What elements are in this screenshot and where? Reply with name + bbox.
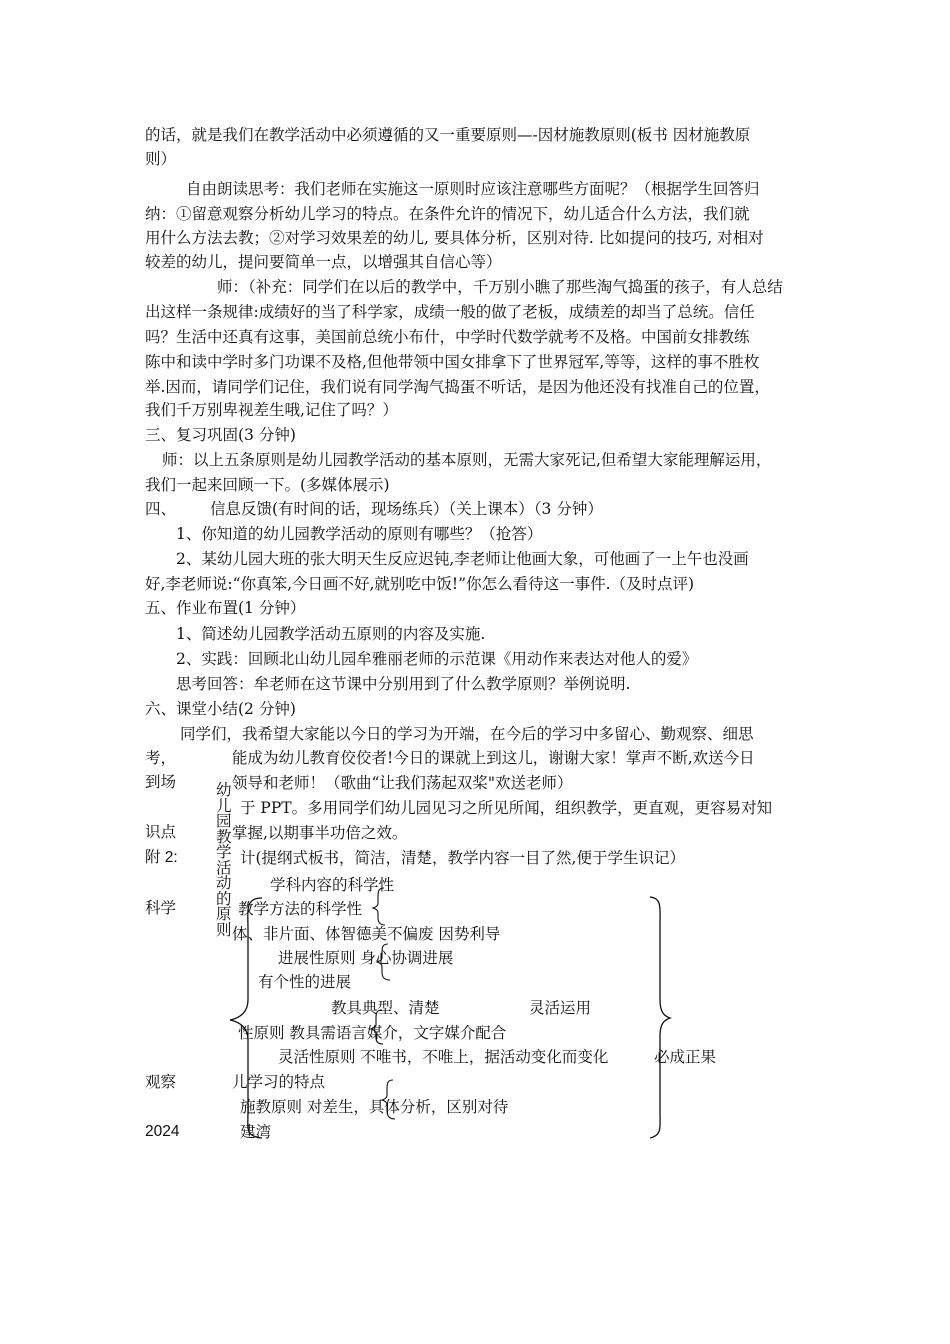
body-line: 较差的幼儿，提问要简单一点，以增强其自信心等） [145,253,502,271]
small-brace [371,1010,383,1044]
body-line: 师：以上五条原则是幼儿园教学活动的基本原则，无需大家死记,但希望大家能理解运用， [162,451,772,469]
outline-item: 教具典型、清楚 [331,999,440,1017]
outline-item: 科学 [145,900,177,917]
body-line: 1、简述幼儿园教学活动五原则的内容及实施. [176,625,486,643]
section-heading: 四、 [145,500,177,518]
outline-item: 教学方法的科学性 [238,900,363,918]
body-line: 纳：①留意观察分析幼儿学习的特点。在条件允许的情况下，幼儿适合什么方法，我们就 [145,205,750,223]
outline-vertical-title: 幼儿园教学活动的原则 [216,781,232,939]
body-line: 出这样一条规律:成绩好的当了科学家，成绩一般的做了老板，成绩差的却当了总统。信任 [145,303,755,321]
body-line: 到场 [145,774,177,791]
body-line: 举.因而，请同学们记住，我们说有同学淘气捣蛋不听话，是因为他还没有找准自己的位置， [145,378,770,396]
body-line: 于 PPT。多用同学们幼儿园见习之所见所闻，组织教学，更直观，更容易对知 [240,799,773,817]
outline-item: 灵活运用 [529,999,592,1017]
section-heading: 六、课堂小结(2 分钟) [145,700,296,718]
small-brace [373,888,385,925]
left-brace [230,898,262,1138]
outline-item: 进展性原则 身心协调进展 [278,949,454,967]
body-line: 计(提纲式板书，简洁，清楚，教学内容一目了然,便于学生识记） [240,849,685,867]
outline-item: 必成正果 [654,1048,717,1066]
outline-item: 2024 [145,1123,180,1140]
outline-item: 施教原则 对差生，具体分析，区别对待 [240,1098,509,1116]
outline-item: 学科内容的科学性 [270,876,395,894]
body-line: 自由朗读思考：我们老师在实施这一原则时应该注意哪些方面呢？（根据学生回答归 [186,180,760,198]
body-line: 吗？生活中还真有这事，美国前总统小布什，中学时代数学就考不及格。中国前女排教练 [145,328,750,346]
body-line: 领导和老师！（歌曲“让我们荡起双桨"欢送老师） [232,774,573,792]
body-line: 2、某幼儿园大班的张大明天生反应迟钝,李老师让他画大象，可他画了一上午也没画 [176,550,749,568]
section-heading: 三、复习巩固(3 分钟) [145,426,296,444]
body-line: 则） [145,150,177,168]
body-line: 师：（补充：同学们在以后的教学中，千万别小瞧了那些淘气捣蛋的孩子，有人总结 [217,278,783,296]
body-line: 陈中和读中学时多门功课不及格,但他带领中国女排拿下了世界冠军,等等，这样的事不胜枚 [145,353,760,371]
body-line: 掌握,以期事半功倍之效。 [232,824,408,842]
outline-item: 建湾 [240,1123,272,1141]
body-line: 2、实践：回顾北山幼儿园牟雅丽老师的示范课《用动作来表达对他人的爱》 [176,650,698,668]
outline-item: 性原则 教具需语言媒介，文字媒介配合 [238,1024,507,1042]
body-line: 考， [145,749,177,767]
body-line: 好,李老师说:“你真笨,今日画不好,就别吃中饭!”你怎么看待这一事件.（及时点评) [145,575,695,593]
body-line: 我们一起来回顾一下。(多媒体展示) [145,476,390,494]
body-line: 同学们，我希望大家能以今日的学习为开端，在今后的学习中多留心、勤观察、细思 [180,725,754,743]
outline-item: 儿学习的特点 [232,1073,326,1091]
body-line: 能成为幼儿教育佼佼者!今日的课就上到这儿，谢谢大家！掌声不断,欢送今日 [232,749,755,767]
outline-item: 体、非片面、体智德美不偏废 因势利导 [232,925,501,943]
appendix-label: 附 2: [145,849,178,866]
body-line: 思考回答：牟老师在这节课中分别用到了什么教学原则？举例说明. [176,675,631,693]
outline-item: 观察 [145,1073,177,1091]
outline-item: 灵活性原则 不唯书，不唯上，据活动变化而变化 [278,1048,609,1066]
body-line: 用什么方法去教；②对学习效果差的幼儿, 要具体分析，区别对待. 比如提问的技巧, 对相对 [145,229,764,247]
section-heading: 五、作业布置(1 分钟） [145,599,306,617]
small-brace [377,944,390,980]
body-line: 识点 [145,824,177,841]
body-line: 1、你知道的幼儿园教学活动的原则有哪些？（抢答） [176,525,543,543]
small-brace [382,1080,395,1119]
right-brace [650,897,670,1138]
body-line: 我们千万别卑视差生哦,记住了吗？） [145,401,398,419]
section-heading: 信息反馈(有时间的话，现场练兵）（关上课本）（3 分钟） [210,500,603,518]
outline-item: 有个性的进展 [258,973,352,991]
body-line: 的话，就是我们在教学活动中必须遵循的又一重要原则—-因材施教原则(板书 因材施教原 [145,126,751,144]
